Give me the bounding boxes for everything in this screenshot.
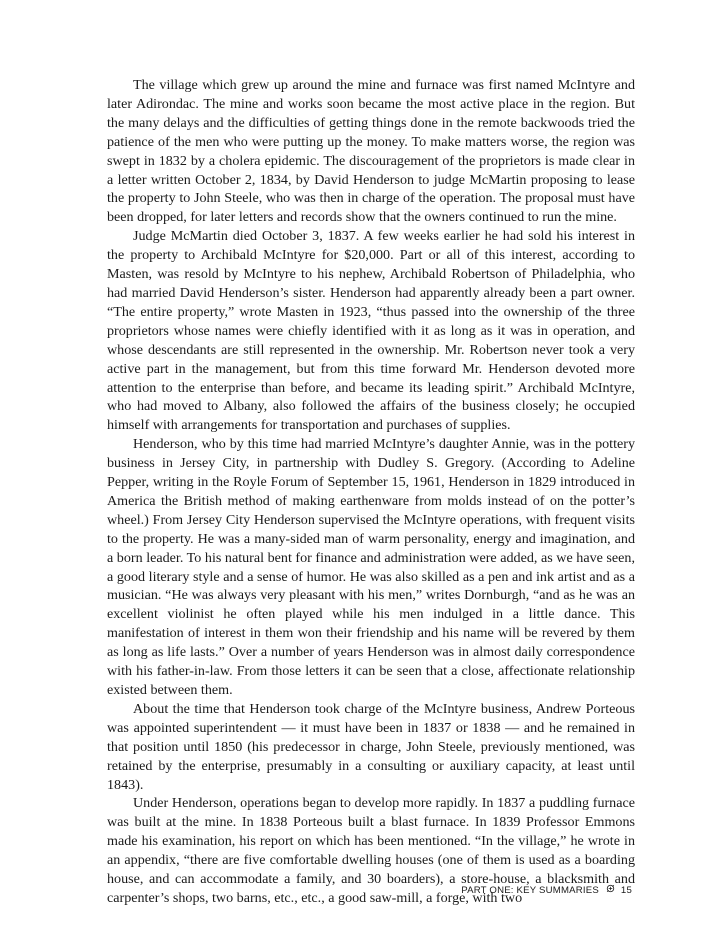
ornament-icon [606, 884, 615, 896]
page-number: 15 [620, 884, 632, 896]
paragraph: Judge McMartin died October 3, 1837. A few weeks earlier he had sold his interest in the property to Archibald McIntyre for $20,000. Part or all of this interest, according to Masten, was resold by McIntyre to his nephew, Archibald Robertson of Philadelphia, who had married David Henderson’s sister. Henderson had apparently already been a part owner. “The entire property,” wrote Masten in 1923, “thus passed into the ownership of the three proprietors whose names were chiefly identified with it as long as it was in operation, and whose descendants are still represented in the ownership. Mr. Robertson never took a very active part in the management, but from this time forward Mr. Henderson devoted more attention to the enterprise than before, and became its leading spirit.” Archibald McIntyre, who had moved to Albany, also followed the affairs of the business closely; he occupied himself with arrangements for transportation and purchases of supplies. [107, 228, 635, 434]
body-text [107, 76, 635, 908]
paragraph: Henderson, who by this time had married McIntyre’s daughter Annie, was in the pottery business in Jersey City, in partnership with Dudley S. Gregory. (According to Adeline Pepper, writing in the Royle Forum of September 15, 1961, Henderson in 1829 introduced in America the British method of making earthenware from molds instead of on the potter’s wheel.) From Jersey City Henderson supervised the McIntyre operations, with frequent visits to the property. He was a many-sided man of warm personality, energy and imagination, and a born leader. To his natural bent for finance and administration were added, as we have seen, a good literary style and a sense of humor. He was also skilled as a pen and ink artist and as a musician. “He was always very pleasant with his men,” writes Dornburgh, “and as he was an excellent violinist he often played while his men indulged in a little dance. This manifestation of interest in them won their friendship and his name will be revered by them as long as life lasts.” Over a number of years Henderson was in almost daily correspondence with his father-in-law. From those letters it can be seen that a close, affectionate relationship existed between them. [107, 436, 635, 698]
paragraph: Under Henderson, operations began to develop more rapidly. In 1837 a puddling furnace was built at the mine. In 1838 Porteous built a blast furnace. In 1839 Professor Emmons made his examination, his report on which has been mentioned. “In the village,” he wrote in an appendix, “there are five comfortable dwelling houses (one of them is used as a boarding house, and can accommodate a family, and 30 boarders), a store-house, a blacksmith and carpenter’s shops, two barns, etc., etc., a good saw-mill, a forge, with two [107, 795, 635, 906]
paragraph: The village which grew up around the mine and furnace was first named McIntyre and later Adirondac. The mine and works soon became the most active place in the region. But the many delays and the difficulties of getting things done in the remote backwoods tried the patience of the men who were putting up the money. To make matters worse, the region was swept in 1832 by a cholera epidemic. The discouragement of the proprietors is made clear in a letter written October 2, 1834, by David Henderson to judge McMartin proposing to lease the property to John Steele, who was then in charge of the operation. The proposal must have been dropped, for later letters and records show that the owners continued to run the mine. [107, 77, 635, 226]
page-footer [461, 884, 632, 896]
running-footer-section: PART ONE: KEY SUMMARIES [461, 884, 599, 896]
paragraph: About the time that Henderson took charge of the McIntyre business, Andrew Porteous was appointed superintendent — it must have been in 1837 or 1838 — and he remained in that position until 1850 (his predecessor in charge, John Steele, previously mentioned, was retained by the enterprise, presumably in a consulting or auxiliary capacity, at least until 1843). [107, 700, 635, 793]
